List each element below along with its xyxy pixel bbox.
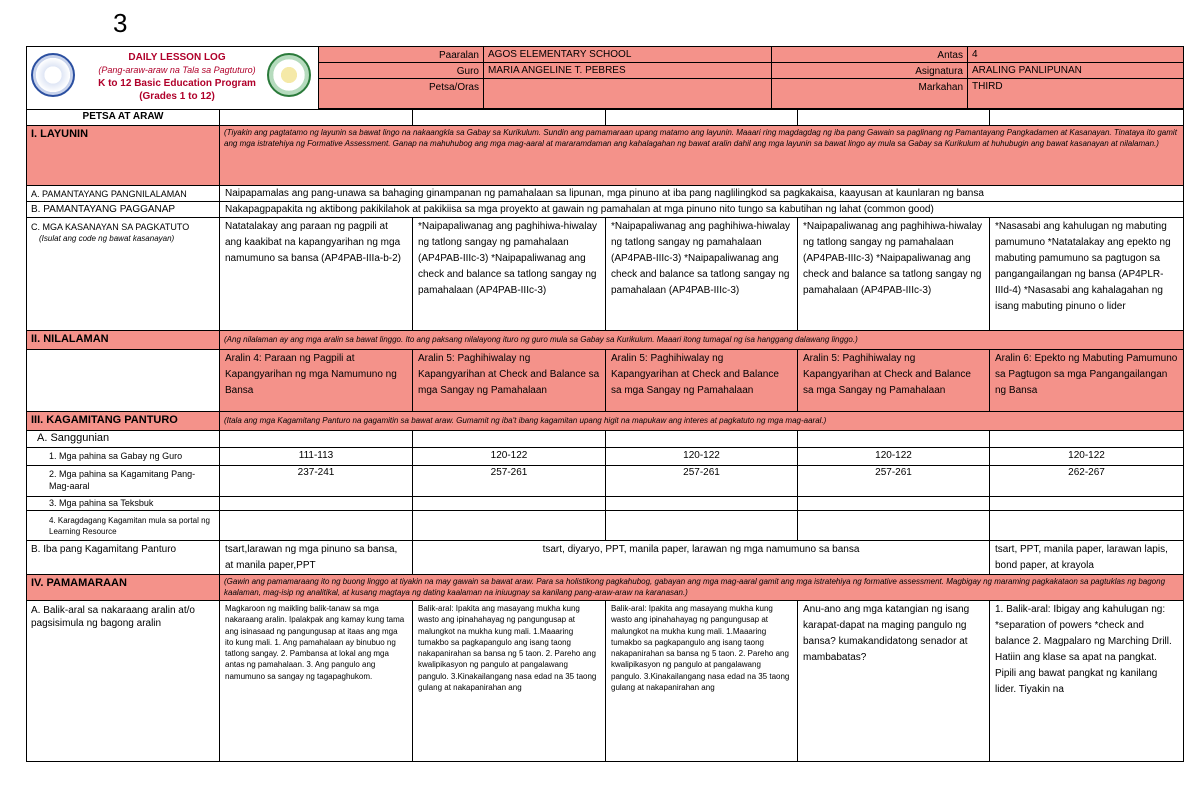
date-cell-1[interactable] bbox=[220, 110, 413, 125]
header-info-grid bbox=[318, 47, 1184, 109]
header bbox=[27, 47, 1183, 109]
gabay-label: 1. Mga pahina sa Gabay ng Guro bbox=[27, 448, 220, 465]
deped-seal-icon bbox=[31, 53, 75, 97]
kasanayan-day-5: *Nasasabi ang kahulugan ng mabuting pamumuno *Natatalakay ang epekto ng mabuting pamumuno sa pagtugon sa pangangailangan ng bansa (AP4PLR-IIId-4) *Nasasabi ang kahalagahan ng isang mabuting pinuno o lider bbox=[995, 221, 1171, 312]
aralin-day-4: Aralin 5: Paghihiwalay ng Kapangyarihan at Check and Balance sa mga Sangay ng Pamahalaan bbox=[798, 350, 990, 411]
teksbuk-label: 3. Mga pahina sa Teksbuk bbox=[27, 497, 220, 510]
teksbuk-row bbox=[27, 496, 1183, 510]
pamantayang-pagganap-label: B. PAMANTAYANG PAGGANAP bbox=[27, 202, 220, 217]
gabay-day-3: 120-122 bbox=[606, 448, 798, 465]
aralin-day-2: Aralin 5: Paghihiwalay ng Kapangyarihan at Check and Balance sa mga Sangay ng Pamahalaan bbox=[413, 350, 606, 411]
kagamitan-title: III. KAGAMITANG PANTURO bbox=[27, 412, 220, 430]
kasanayan-day-3: *Naipapaliwanag ang paghihiwa-hiwalay ng tatlong sangay ng pamahalaan (AP4PAB-IIIc-3) *Naipapaliwanag ang check and balance sa tatlong sangay ng pamahalaan (AP4PAB-IIIc-3) bbox=[606, 218, 798, 330]
karagdagan-label: 4. Karagdagang Kagamitan mula sa portal ng Learning Resource bbox=[27, 511, 220, 540]
aralin-day-5: Aralin 6: Epekto ng Mabuting Pamumuno sa Pagtugon sa mga Pangangailangan ng Bansa bbox=[990, 350, 1183, 411]
school-value[interactable]: AGOS ELEMENTARY SCHOOL bbox=[484, 47, 772, 63]
balik-aral-day-5: 1. Balik-aral: Ibigay ang kahulugan ng: *separation of powers *check and balance 2. Magpalaro ng Marching Drill. Hatiin ang klase sa apat na pangkat. Pipili ang bawat pangkat ng kanilang lider. Tiyakin na bbox=[995, 604, 1172, 695]
subject-value[interactable]: ARALING PANLIPUNAN bbox=[968, 63, 1184, 79]
gabay-row bbox=[27, 447, 1183, 465]
program-title: K to 12 Basic Education Program bbox=[98, 78, 256, 89]
petsa-label: PETSA AT ARAW bbox=[27, 110, 220, 125]
kagamitan-day-1: 237-241 bbox=[220, 466, 413, 496]
kasanayan-day-4: *Naipapaliwanag ang paghihiwa-hiwalay ng tatlong sangay ng pamahalaan (AP4PAB-IIIc-3) *Naipapaliwanag ang check and balance sa tatlong sangay ng pamahalaan (AP4PAB-IIIc-3) bbox=[798, 218, 990, 330]
sanggunian-cell-3 bbox=[606, 431, 798, 447]
grade-label: Antas bbox=[772, 47, 968, 63]
date-cell-5[interactable] bbox=[990, 110, 1183, 125]
sanggunian-cell-1 bbox=[220, 431, 413, 447]
date-cell-3[interactable] bbox=[606, 110, 798, 125]
kagamitan-row bbox=[27, 411, 1183, 430]
dll-title: DAILY LESSON LOG bbox=[128, 52, 226, 63]
dll-subtitle: (Pang-araw-araw na Tala sa Pagtuturo) bbox=[98, 65, 256, 75]
school-seal-icon bbox=[267, 53, 311, 97]
pamamaraan-title: IV. PAMAMARAAN bbox=[27, 575, 220, 600]
balik-aral-day-2: Balik-aral: Ipakita ang masayang mukha kung wasto ang ipinahahayag ng pangungusap at malungkot na mukha kung mali. 1.Maaaring tumakbo sa pagkapangulo ang isang taong nakapanirahan sa bansa ng 5 taon. 2. Pareho ang kwalipikasyon ng pangulo at pangalawang pangulo. 3.Kinakailangang nasa edad na 35 taong gulang at nakapanirahan ang bbox=[413, 601, 606, 761]
header-title-block bbox=[77, 51, 277, 103]
iba-kagamitan-label: B. Iba pang Kagamitang Panturo bbox=[27, 541, 220, 574]
aralin-row bbox=[27, 349, 1183, 411]
gabay-day-1: 111-113 bbox=[220, 448, 413, 465]
date-cell-4[interactable] bbox=[798, 110, 990, 125]
nilalaman-note: (Ang nilalaman ay ang mga aralin sa bawat linggo. Ito ang paksang nilalayong ituro ng guro mula sa Gabay sa Kurikulum. Maaari itong tumagal ng isa hanggang dalawang linggo.) bbox=[224, 335, 858, 344]
teacher-label: Guro bbox=[319, 63, 484, 79]
daily-lesson-log bbox=[26, 46, 1184, 762]
pamantayang-nilalaman-label: A. PAMANTAYANG PANGNILALAMAN bbox=[27, 186, 220, 201]
subject-label: Asignatura bbox=[772, 63, 968, 79]
aralin-day-1: Aralin 4: Paraan ng Pagpili at Kapangyarihan ng mga Namumuno ng Bansa bbox=[220, 350, 413, 411]
teksbuk-cell-4 bbox=[798, 497, 990, 510]
aralin-day-3: Aralin 5: Paghihiwalay ng Kapangyarihan at Check and Balance sa mga Sangay ng Pamahalaan bbox=[606, 350, 798, 411]
kasanayan-day-1: Natatalakay ang paraan ng pagpili at ang kaakibat na kapangyarihan ng mga namumuno sa bansa (AP4PAB-IIIa-b-2) bbox=[220, 218, 413, 330]
quarter-value[interactable]: THIRD bbox=[968, 79, 1184, 109]
kasanayan-row bbox=[27, 217, 1183, 330]
kagamitan-day-5: 262-267 bbox=[1068, 467, 1105, 478]
kasanayan-label-cell bbox=[27, 218, 220, 330]
nilalaman-title: II. NILALAMAN bbox=[27, 331, 220, 349]
teksbuk-cell-2 bbox=[413, 497, 606, 510]
iba-kagamitan-row bbox=[27, 540, 1183, 574]
gabay-day-2: 120-122 bbox=[413, 448, 606, 465]
karagdagan-cell-3 bbox=[606, 511, 798, 540]
layunin-note: (Tiyakin ang pagtatamo ng layunin sa bawat lingo na nakaangkla sa Gabay sa Kurikulum. Sundin ang pamamaraan upang matamo ang layunin. Maaari ring magdagdag ng iba pang Gawain sa paglinang ng Pamantayang Pangkadamen at Kasanayan. Tinataya ito gamit ang mga istratehiya ng Formative Assessment. Ganap na mahuhubog ang mga mag-aaral at mararamdaman ang kahalagahan ng bawat aralin dahil ang mga layunin sa bawat lingo ay mula sa Gabay sa Kurikulum at huhubugin ang bawat kasanayan at nilalaman.) bbox=[224, 128, 1177, 148]
teksbuk-cell-3 bbox=[606, 497, 798, 510]
balik-aral-label: A. Balik-aral sa nakaraang aralin at/o pagsisimula ng bagong aralin bbox=[27, 601, 220, 761]
pamamaraan-note: (Gawin ang pamamaraang ito ng buong linggo at tiyakin na may gawain sa bawat araw. Para sa holistikong pagkahubog, gabayan ang mga mag-aaral gamit ang mga istratehiya ng formative assessment. Magbigay ng maraming pagkakataon sa pagtuklas ng bagong kaalaman, mag-isip ng analitikal, at kusang magtaya ng dating kaalaman na iniuugnay sa kanilang pang-araw-araw na karanasan.) bbox=[224, 577, 1166, 597]
page-number: 3 bbox=[113, 8, 128, 38]
balik-aral-day-1: Magkaroon ng maikling balik-tanaw sa mga nakaraang aralin. Ipalakpak ang kamay kung tama ang isinasaad ng pangungusap at itaas ang mga ito kung mali. 1. Ang pamahalaan ay binubuo ng tatlong sangay. 2. Pambansa at lokal ang mga antas ng pamahalaan. 3. Ang pangulo ang namumuno sa sangay ng tagapaghukom. bbox=[220, 601, 413, 761]
kagamitan-day-3: 257-261 bbox=[606, 466, 798, 496]
iba-kagamitan-day-2-4: tsart, diyaryo, PPT, manila paper, larawan ng mga namumuno sa bansa bbox=[413, 541, 990, 574]
kasanayan-sublabel: (Isulat ang code ng bawat kasanayan) bbox=[39, 234, 175, 243]
quarter-label: Markahan bbox=[772, 79, 968, 109]
school-label: Paaralan bbox=[319, 47, 484, 63]
balik-aral-day-4: Anu-ano ang mga katangian ng isang karapat-dapat na maging pangulo ng bansa? kumakandidatong senador at mambabatas? bbox=[798, 601, 990, 761]
pamantayang-pagganap-row bbox=[27, 201, 1183, 217]
balik-aral-row bbox=[27, 600, 1183, 761]
date-label: Petsa/Oras bbox=[319, 79, 484, 109]
grades-range: (Grades 1 to 12) bbox=[139, 91, 215, 102]
kagamitan-day-4: 257-261 bbox=[798, 466, 990, 496]
sanggunian-cell-5 bbox=[990, 431, 1183, 447]
gabay-day-4: 120-122 bbox=[798, 448, 990, 465]
teacher-value[interactable]: MARIA ANGELINE T. PEBRES bbox=[484, 63, 772, 79]
kasanayan-label: C. MGA KASANAYAN SA PAGKATUTO bbox=[31, 222, 190, 232]
karagdagan-row bbox=[27, 510, 1183, 540]
gabay-day-5: 120-122 bbox=[1068, 450, 1105, 461]
nilalaman-row bbox=[27, 330, 1183, 349]
layunin-title: I. LAYUNIN bbox=[27, 126, 220, 185]
kagamitan-pages-label: 2. Mga pahina sa Kagamitang Pang-Mag-aaral bbox=[27, 466, 220, 496]
layunin-row bbox=[27, 125, 1183, 185]
kagamitan-day-2: 257-261 bbox=[413, 466, 606, 496]
pamantayang-pagganap-text: Nakapagpapakita ng aktibong pakikilahok at pakikiisa sa mga proyekto at gawain ng pamahalan at mga pinuno nito tungo sa kabutihan ng lahat (common good) bbox=[225, 204, 934, 215]
karagdagan-cell-2 bbox=[413, 511, 606, 540]
sanggunian-cell-2 bbox=[413, 431, 606, 447]
kagamitan-note: (Itala ang mga Kagamitang Panturo na gagamitin sa bawat araw. Gumamit ng iba't ibang kagamitan upang higit na mapukaw ang interes at pagkatuto ng mga mag-aaral.) bbox=[224, 416, 827, 425]
karagdagan-cell-1 bbox=[220, 511, 413, 540]
grade-value[interactable]: 4 bbox=[968, 47, 1184, 63]
date-row bbox=[27, 109, 1183, 125]
kagamitan-pages-row bbox=[27, 465, 1183, 496]
pamantayang-nilalaman-row bbox=[27, 185, 1183, 201]
sanggunian-label: A. Sanggunian bbox=[27, 431, 220, 447]
teksbuk-cell-5 bbox=[990, 497, 1183, 510]
aralin-label-cell bbox=[27, 350, 220, 411]
sanggunian-cell-4 bbox=[798, 431, 990, 447]
kasanayan-day-2: *Naipapaliwanag ang paghihiwa-hiwalay ng tatlong sangay ng pamahalaan (AP4PAB-IIIc-3) *Naipapaliwanag ang check and balance sa tatlong sangay ng pamahalaan (AP4PAB-IIIc-3) bbox=[413, 218, 606, 330]
karagdagan-cell-4 bbox=[798, 511, 990, 540]
iba-kagamitan-day-1: tsart,larawan ng mga pinuno sa bansa, at manila paper,PPT bbox=[220, 541, 413, 574]
pamamaraan-row bbox=[27, 574, 1183, 600]
karagdagan-cell-5 bbox=[990, 511, 1183, 540]
teksbuk-cell-1 bbox=[220, 497, 413, 510]
date-cell-2[interactable] bbox=[413, 110, 606, 125]
sanggunian-row bbox=[27, 430, 1183, 447]
pamantayang-nilalaman-text: Naipapamalas ang pang-unawa sa bahaging ginampanan ng pamahalaan sa lipunan, mga pinuno at iba pang naglilingkod sa pagkakaisa, kaayusan at kaunlaran ng bansa bbox=[225, 188, 984, 199]
iba-kagamitan-day-5: tsart, PPT, manila paper, larawan lapis, bond paper, at krayola bbox=[995, 544, 1168, 571]
balik-aral-day-3: Balik-aral: Ipakita ang masayang mukha kung wasto ang ipinahahayag ng pangungusap at malungkot na mukha kung mali. 1.Maaaring tumakbo sa pagkapangulo ang isang taong nakapanirahan sa bansa ng 5 taon. 2. Pareho ang kwalipikasyon ng pangulo at pangalawang pangulo. 3.Kinakailangang nasa edad na 35 taong gulang at nakapanirahan ang bbox=[606, 601, 798, 761]
date-value[interactable] bbox=[484, 79, 772, 109]
